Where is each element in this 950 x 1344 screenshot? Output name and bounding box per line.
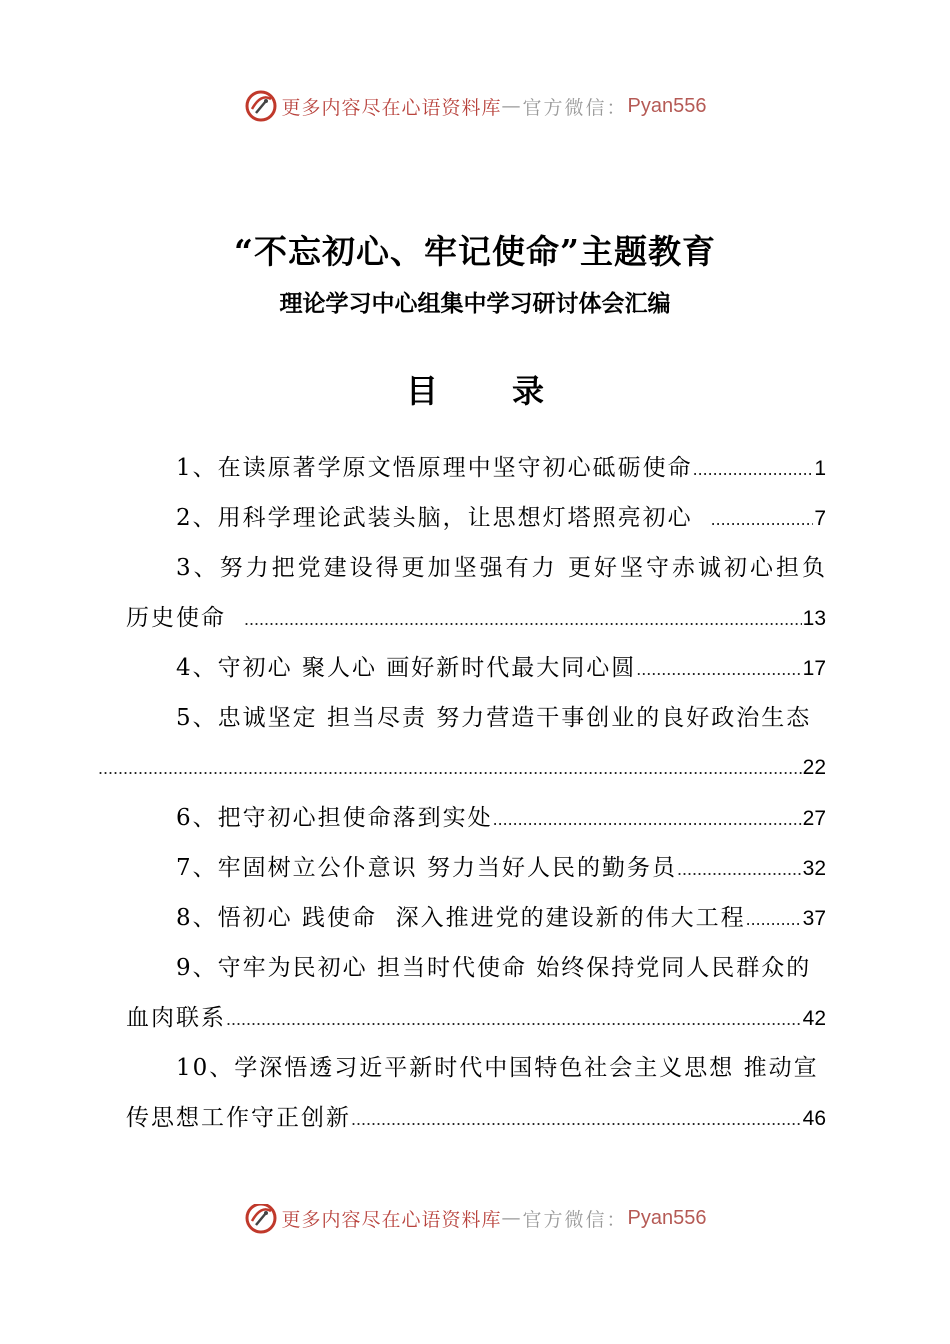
toc-heading <box>0 366 950 412</box>
toc-leader-dots <box>493 794 802 844</box>
toc-entry-8[interactable] <box>126 893 826 943</box>
toc-entry-page: 7 <box>814 507 826 530</box>
toc-entry-text: 2、用科学理论武装头脑，让思想灯塔照亮初心 <box>176 505 693 531</box>
toc-entry-5-continued[interactable] <box>98 743 826 793</box>
watermark-dash: — <box>501 95 523 117</box>
toc-leader-dots <box>226 994 802 1044</box>
toc-entry-10[interactable] <box>126 1043 826 1093</box>
toc-heading-left: 目 <box>405 372 438 410</box>
toc-entry-10-continued[interactable] <box>126 1093 826 1143</box>
watermark-text: 更多内容尽在心语资料库 <box>281 96 502 119</box>
toc-entry-3[interactable] <box>126 543 826 593</box>
toc-leader-dots <box>98 743 802 793</box>
document-title: “不忘初心、牢记使命”主题教育 <box>234 232 716 271</box>
toc-entry-text: 3、努力把党建设得更加坚强有力 更好坚守赤诚初心担负 <box>176 555 828 581</box>
watermark-header <box>0 86 950 126</box>
toc-entry-3-continued[interactable] <box>126 593 826 643</box>
watermark-wechat-label: 官方微信： <box>522 1208 628 1231</box>
toc-leader-dots <box>693 444 814 494</box>
toc-entry-text: 4、守初心 聚人心 画好新时代最大同心圆 <box>176 655 637 681</box>
toc-entry-page: 32 <box>802 857 826 880</box>
toc-heading-right: 录 <box>512 372 545 410</box>
toc-entry-page: 22 <box>802 756 826 779</box>
toc-entry-text: 9、守牢为民初心 担当时代使命 始终保持党同人民群众的 <box>176 955 812 981</box>
toc-leader-dots <box>677 844 802 894</box>
watermark-footer <box>0 1204 950 1244</box>
toc-entry-page: 37 <box>802 907 826 930</box>
toc-entry-text: 8、悟初心 践使命 深入推进党的建设新的伟大工程 <box>176 905 746 931</box>
watermark-wechat-id: Pyan556 <box>627 94 707 117</box>
document-subtitle: 理论学习中心组集中学习研讨体会汇编 <box>279 290 671 317</box>
toc-entry-4[interactable] <box>126 643 826 693</box>
toc-entry-5[interactable] <box>126 693 826 743</box>
toc-entry-2[interactable] <box>126 493 826 543</box>
toc-entry-page: 46 <box>802 1107 826 1130</box>
brand-logo-icon <box>244 1204 278 1235</box>
toc-entry-page: 13 <box>802 607 826 630</box>
toc-leader-dots <box>351 1094 802 1144</box>
watermark-wechat-label: 官方微信： <box>522 96 628 119</box>
toc-entry-text: 1、在读原著学原文悟原理中坚守初心砥砺使命 <box>176 455 693 481</box>
watermark-text: 更多内容尽在心语资料库 <box>281 1208 502 1231</box>
toc-leader-dots <box>746 894 802 944</box>
toc-leader-dots <box>711 494 814 544</box>
toc-entry-page: 27 <box>802 807 826 830</box>
toc-entry-9[interactable] <box>126 943 826 993</box>
brand-logo-icon <box>244 89 278 123</box>
watermark-wechat-id: Pyan556 <box>627 1206 707 1229</box>
toc-entry-text: 5、忠诚坚定 担当尽责 努力营造干事创业的良好政治生态 <box>176 705 812 731</box>
toc-entry-text: 血肉联系 <box>126 1005 226 1031</box>
toc-entry-1[interactable] <box>126 443 826 493</box>
toc-entry-text: 传思想工作守正创新 <box>126 1105 351 1131</box>
toc-leader-dots <box>636 644 801 694</box>
table-of-contents <box>126 443 826 1143</box>
toc-entry-9-continued[interactable] <box>126 993 826 1043</box>
toc-entry-text: 6、把守初心担使命落到实处 <box>176 805 493 831</box>
watermark-dash: — <box>501 1207 523 1229</box>
toc-leader-dots <box>244 594 802 644</box>
toc-entry-text: 历史使命 <box>126 605 226 631</box>
toc-entry-6[interactable] <box>126 793 826 843</box>
toc-entry-7[interactable] <box>126 843 826 893</box>
toc-entry-page: 1 <box>814 457 826 480</box>
toc-entry-text: 10、学深悟透习近平新时代中国特色社会主义思想 推动宣 <box>176 1055 819 1081</box>
toc-entry-text: 7、牢固树立公仆意识 努力当好人民的勤务员 <box>176 855 677 881</box>
toc-entry-page: 17 <box>802 657 826 680</box>
toc-entry-page: 42 <box>802 1007 826 1030</box>
